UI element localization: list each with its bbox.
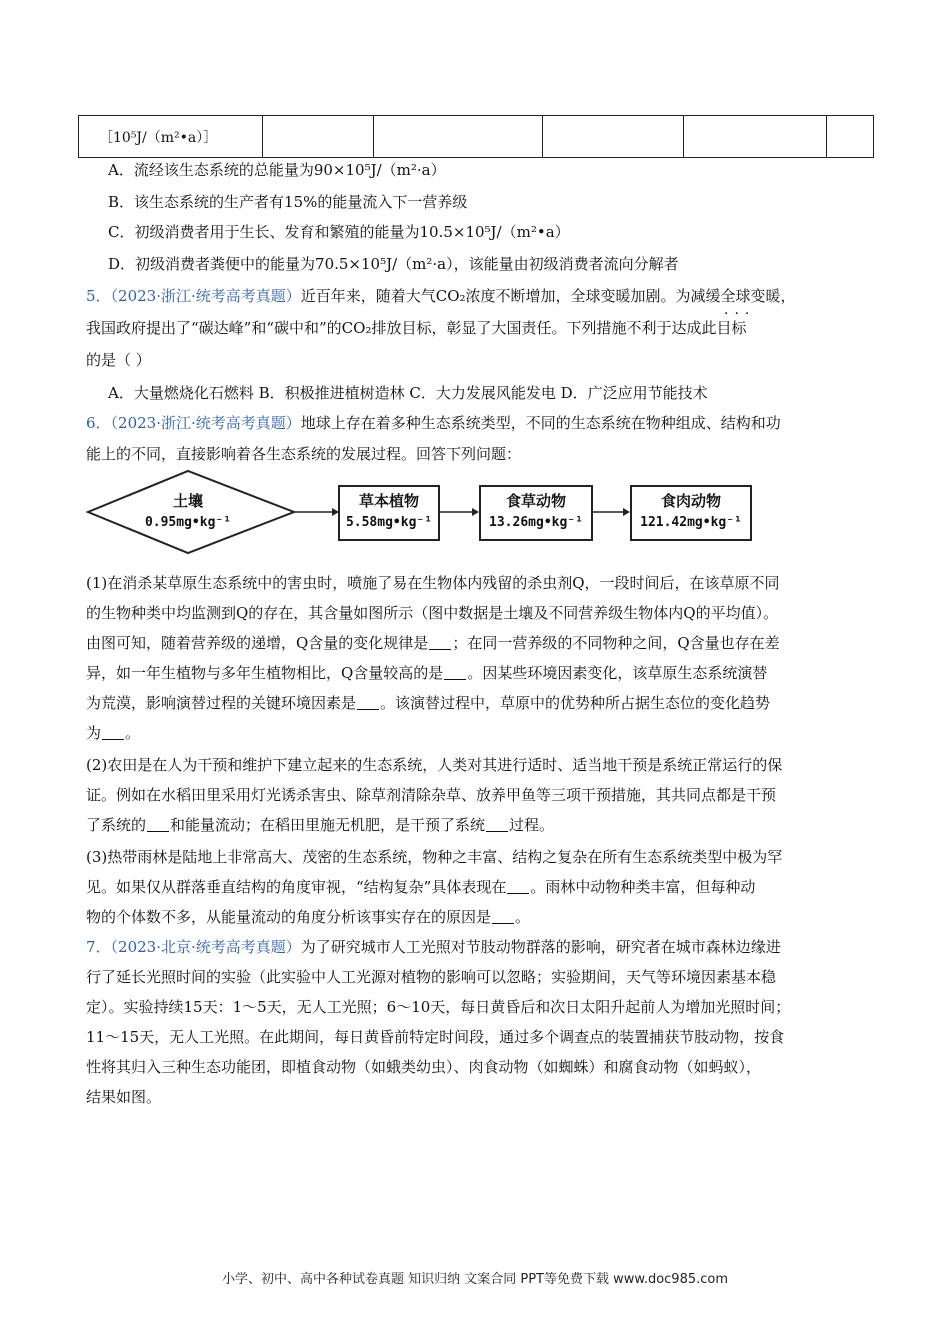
arrow-head [623,508,630,516]
arrow-head [472,508,479,516]
text: 。雨林中动物种类丰富，但每种动 [530,878,756,896]
table-cell [543,116,684,158]
q7-stem-line2: 行了延长光照时间的实验（此实验中人工光源对植物的影响可以忽略；实验期间，天气等环境因素基本稳 [86,968,777,986]
q6-p2-line3 [86,815,554,835]
answer-blank [429,635,451,650]
text: 。 [125,724,141,742]
energy-table [78,115,874,158]
carnivore-label: 食肉动物 [660,492,721,510]
text: 由图可知，随着营养级的递增，Q含量的变化规律是 [86,634,429,652]
text: 为荒漠，影响演替过程的关键环境因素是 [86,694,357,712]
soil-value: 0.95mg•kg⁻¹ [144,515,232,530]
q6-p3-line1: (3)热带雨林是陆地上非常高大、茂密的生态系统，物种之丰富、结构之复杂在所有生态系统类型中极为罕 [86,848,783,866]
soil-label: 土壤 [172,492,203,510]
q5-options: A．大量燃烧化石燃料 B．积极推进植树造林 C．大力发展风能发电 D．广泛应用节能技术 [108,384,708,402]
q6-p2-line2: 证。例如在水稻田里采用灯光诱杀害虫、除草剂清除杂草、放养甲鱼等三项干预措施，其共同点都是干预 [86,786,777,804]
question-number: 7． [86,938,111,956]
q7-stem-line5: 性将其归入三种生态功能团，即植食动物（如蛾类幼虫）、肉食动物（如蜘蛛）和腐食动物（如蚂蚁）， [86,1058,762,1076]
q6-p1-line5 [86,693,770,713]
answer-blank [492,909,514,924]
q6-p1-line3 [86,633,780,653]
q6-p2-line1: (2)农田是在人为干预和维护下建立起来的生态系统，人类对其进行适时、适当地干预是系统正常运行的保 [86,756,783,774]
q7-stem-line6: 结果如图。 [86,1088,162,1106]
q4-option-d: D．初级消费者粪便中的能量为70.5×10⁵J/（m²·a），该能量由初级消费者流向分解者 [108,255,679,273]
q5-stem-line1 [86,286,796,306]
carnivore-value: 121.42mg•kg⁻¹ [640,515,742,530]
q4-option-a: A．流经该生态系统的总能量为90×10⁵J/（m²·a） [108,161,446,179]
question-number: 6． [86,414,111,432]
text: ；在同一营养级的不同物种之间，Q含量也存在差 [452,634,780,652]
q5-stem-line2: 我国政府提出了“碳达峰”和“碳中和”的CO₂排放目标，彰显了大国责任。下列措施不利于达成此目标 [86,319,747,337]
q6-p3-line2 [86,877,755,897]
q6-p1-line1: (1)在消杀某草原生态系统中的害虫时，喷施了易在生物体内残留的杀虫剂Q，一段时间后，在该草原不同 [86,574,780,592]
table-cell [263,116,374,158]
soil-node [118,490,258,534]
answer-blank [147,817,169,832]
page-footer: 小学、初中、高中各种试卷真题 知识归纳 文案合同 PPT等免费下载 www.doc985.com [221,1272,729,1287]
question-text: 为了研究城市人工光照对节肢动物群落的影响，研究者在城市森林边缘进 [300,938,781,956]
text: 为 [86,724,102,742]
answer-blank [486,817,508,832]
text: 和能量流动；在稻田里施无机肥，是干预了系统 [170,816,486,834]
herb-label: 草本植物 [358,492,419,510]
herbivore-label: 食草动物 [505,492,566,510]
answer-blank [444,665,466,680]
herbivore-value: 13.26mg•kg⁻¹ [489,515,583,530]
text: 。因某些环境因素变化，该草原生态系统演替 [467,664,768,682]
answer-blank [357,695,379,710]
emphasis-dots: ··· [724,306,756,322]
question-source: （2023·北京·统考高考真题） [110,938,301,956]
q7-stem-line3: 定）。实验持续15天：1～5天，无人工光照；6～10天，每日黄昏后和次日太阳升起前人为增加光照时间； [86,998,791,1016]
table-cell [827,116,874,158]
question-text: 地球上存在着多种生态系统类型，不同的生态系统在物种组成、结构和功 [300,414,781,432]
text: 异，如一年生植物与多年生植物相比，Q含量较高的是 [86,664,444,682]
text: 。 [515,908,531,926]
text: 物的个体数不多，从能量流动的角度分析该事实存在的原因是 [86,908,492,926]
question-source: （2023·浙江·统考高考真题） [110,287,301,305]
text: 过程。 [509,816,555,834]
q7-stem-line1 [86,937,781,957]
table-row-label: ［10⁵J/（m²•a）］ [79,116,263,158]
q5-stem-line3: 的是（ ） [86,351,151,369]
table-cell [374,116,543,158]
q6-stem-line1 [86,413,781,433]
herb-plant-box [338,485,440,541]
text: 了系统的 [86,816,147,834]
q7-stem-line4: 11～15天，无人工光照。在此期间，每日黄昏前特定时间段，通过多个调查点的装置捕获节肢动物，按食 [86,1028,785,1046]
q6-p1-line4 [86,663,767,683]
q4-option-b: B．该生态系统的生产者有15%的能量流入下一营养级 [108,193,468,211]
q6-p3-line3 [86,907,530,927]
herb-value: 5.58mg•kg⁻¹ [345,515,433,530]
answer-blank [507,879,529,894]
herbivore-box [479,485,593,541]
question-text: 近百年来，随着大气CO₂浓度不断增加，全球变暖加剧。为减缓全球变暖， [300,287,796,305]
table-row [79,116,874,158]
q6-stem-line2: 能上的不同，直接影响着各生态系统的发展过程。回答下列问题： [86,445,522,463]
text: 。该演替过程中，草原中的优势种所占据生态位的变化趋势 [380,694,771,712]
text: 见。如果仅从群落垂直结构的角度审视，“结构复杂”具体表现在 [86,878,507,896]
answer-blank [102,725,124,740]
q4-option-c: C．初级消费者用于生长、发育和繁殖的能量为10.5×10⁵J/（m²•a） [108,223,570,241]
q6-p1-line2: 的生物种类中均监测到Q的存在，其含量如图所示（图中数据是土壤及不同营养级生物体内Q的平均值）。 [86,604,779,622]
q6-p1-line6 [86,723,140,743]
table-cell [684,116,827,158]
question-source: （2023·浙江·统考高考真题） [110,414,301,432]
carnivore-box [630,485,752,541]
question-number: 5． [86,287,111,305]
